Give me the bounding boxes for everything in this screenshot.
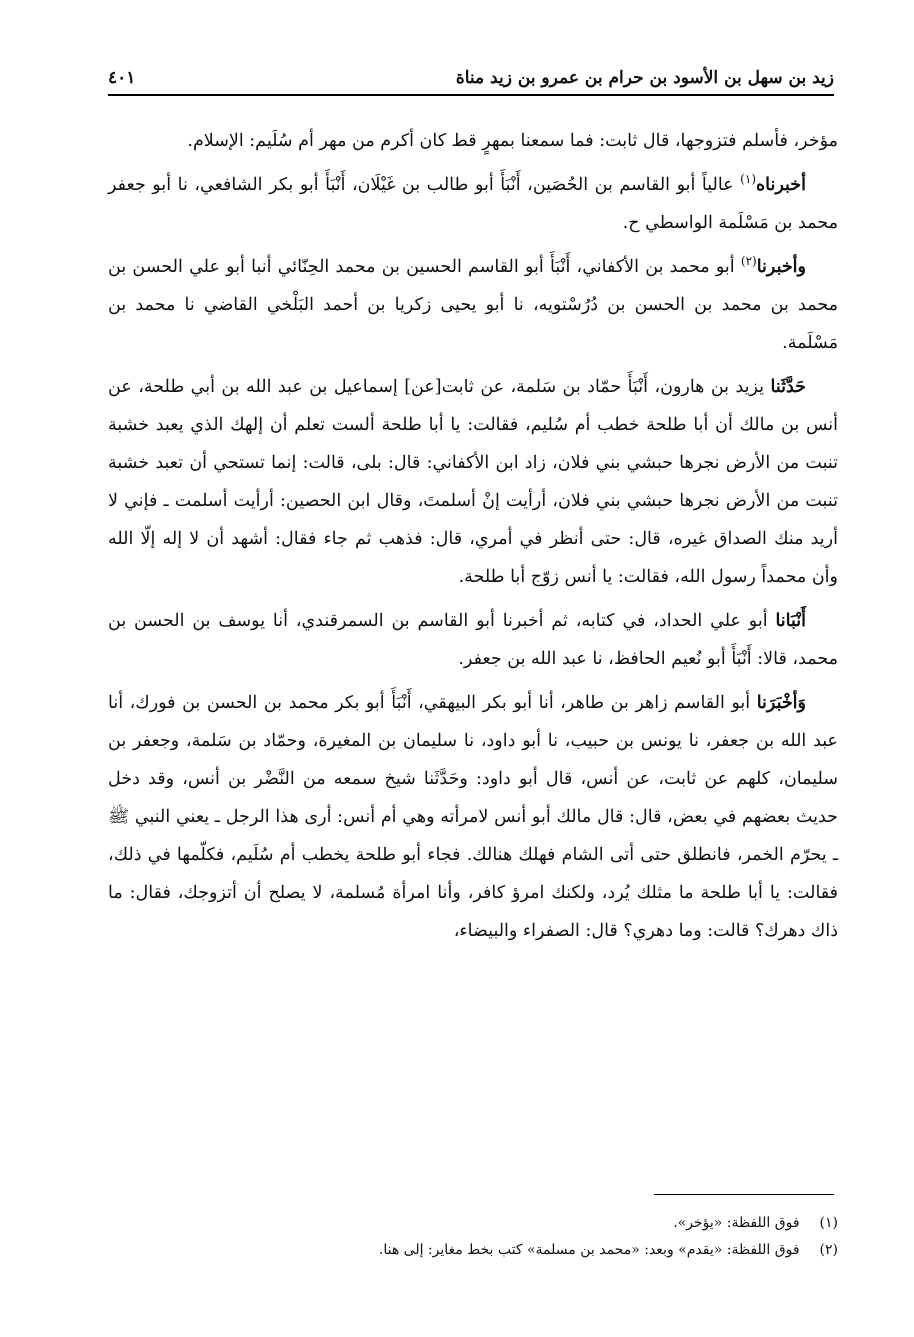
footnote-reference: (١) <box>740 172 756 187</box>
isnad-keyword: حَدَّثَنا <box>770 377 806 397</box>
footnote-text: فوق اللفظة: «يؤخر». <box>673 1215 800 1231</box>
paragraph-text: أبو علي الحداد، في كتابه، ثم أخبرنا أبو القاسم بن السمرقندي، أنا يوسف بن الحسن بن محمد، قالا: أَنْبَأَ أبو نُعيم الحافظ، نا عبد الله بن جعفر. <box>108 611 838 669</box>
isnad-keyword: وأخبرنا <box>756 257 806 277</box>
footnotes <box>108 1210 838 1264</box>
footnote-text: فوق اللفظة: «يقدم» وبعد: «محمد بن مسلمة» كتب بخط مغاير: إلى هنا. <box>378 1242 800 1258</box>
footnote-number: (١) <box>819 1215 838 1231</box>
running-title: زيد بن سهل بن الأسود بن حرام بن عمرو بن زيد مناة <box>455 68 834 88</box>
isnad-keyword: أخبرناه <box>756 175 806 195</box>
page-number: ٤٠١ <box>108 68 136 88</box>
paragraph <box>108 166 838 242</box>
paragraph-text: عالياً أبو القاسم بن الحُصَين، أَنْبَأَ أبو طالب بن غَيْلَان، أَنْبَأَ أبو بكر الشافعي، نا أبو جعفر محمد بن مَسْلَمة الواسطي ح. <box>108 175 838 233</box>
paragraph-text: أبو القاسم زاهر بن طاهر، أنا أبو بكر البيهقي، أَنْبَأَ أبو بكر محمد بن الحسن بن فورك، أنا عبد الله بن جعفر، نا يونس بن حبيب، نا أبو داود، نا سليمان بن المغيرة، وحمّاد بن سَلمة، وجعفر بن سليمان، كلهم عن ثابت، عن أنس، قال أبو داود: وحَدَّثَنا شيخ سمعه من النَّضْر بن أنس، وقد دخل حديث بعضهم في بعض، قال: قال مالك أبو أنس لامرأته وهي أم أنس: أرى هذا الرجل ـ يعني النبي ﷺ ـ يحرّم الخمر، فانطلق حتى أتى الشام فهلك هنالك. فجاء أبو طلحة يخطب أم سُلَيم، فكلّمها في ذلك، فقالت: يا أبا طلحة ما مثلك يُرد، ولكنك امرؤ كافر، وأنا امرأة مُسلمة، لا يصلح أن أتزوجك، فقال: ما ذاك دهرك؟ قالت: وما دهري؟ قال: الصفراء والبيضاء، <box>108 693 838 941</box>
footnote-divider <box>654 1194 834 1195</box>
isnad-keyword: أَنْبَانا <box>775 611 806 631</box>
paragraph-text: أبو محمد بن الأكفاني، أَنْبَأَ أبو القاسم الحسين بن محمد الحِنّائي أنبا أبو علي الحسن بن محمد بن محمد بن الحسن بن دُرُسْتويه، نا أبو يحيى زكريا بن أحمد البَلْخي القاضي نا محمد بن مَسْلَمة. <box>108 257 838 353</box>
isnad-keyword: وَأخْبَرَنا <box>756 693 806 713</box>
paragraph <box>108 248 838 362</box>
footnote <box>108 1210 838 1237</box>
footnote-number: (٢) <box>819 1242 838 1258</box>
paragraph <box>108 368 838 596</box>
footnote-reference: (٢) <box>740 254 757 269</box>
page-header <box>108 58 834 96</box>
paragraph <box>108 684 838 950</box>
paragraph <box>108 122 838 160</box>
paragraph-text: مؤخر، فأسلم فتزوجها، قال ثابت: فما سمعنا بمهرٍ قط كان أكرم من مهر أم سُلَيم: الإسلام. <box>187 131 838 151</box>
paragraph-text: يزيد بن هارون، أَنْبَأَ حمّاد بن سَلمة، عن ثابت[عن] إسماعيل بن عبد الله بن أبي طلحة، عن أنس بن مالك أن أبا طلحة خطب أم سُليم، فقالت: يا أبا طلحة ألست تعلم أن إلهك الذي يعبد خشبة تنبت من الأرض نجرها حبشي بني فلان، زاد ابن الأكفاني: قال: بلى، قالت: إنما تستحي أن تعبد خشبة تنبت من الأرض نجرها حبشي بني فلان، أرأيت إنْ أسلمتَ، وقال ابن الحصين: أرأيت أسلمت ـ فإني لا أريد منك الصداق غيره، قال: حتى أنظر في أمري، قال: فذهب ثم جاء فقال: أشهد أن لا إله إلّا الله وأن محمداً رسول الله، فقالت: يا أنس زوّج أبا طلحة. <box>108 377 838 587</box>
footnote <box>108 1237 838 1264</box>
paragraph <box>108 602 838 678</box>
main-text <box>108 122 838 956</box>
